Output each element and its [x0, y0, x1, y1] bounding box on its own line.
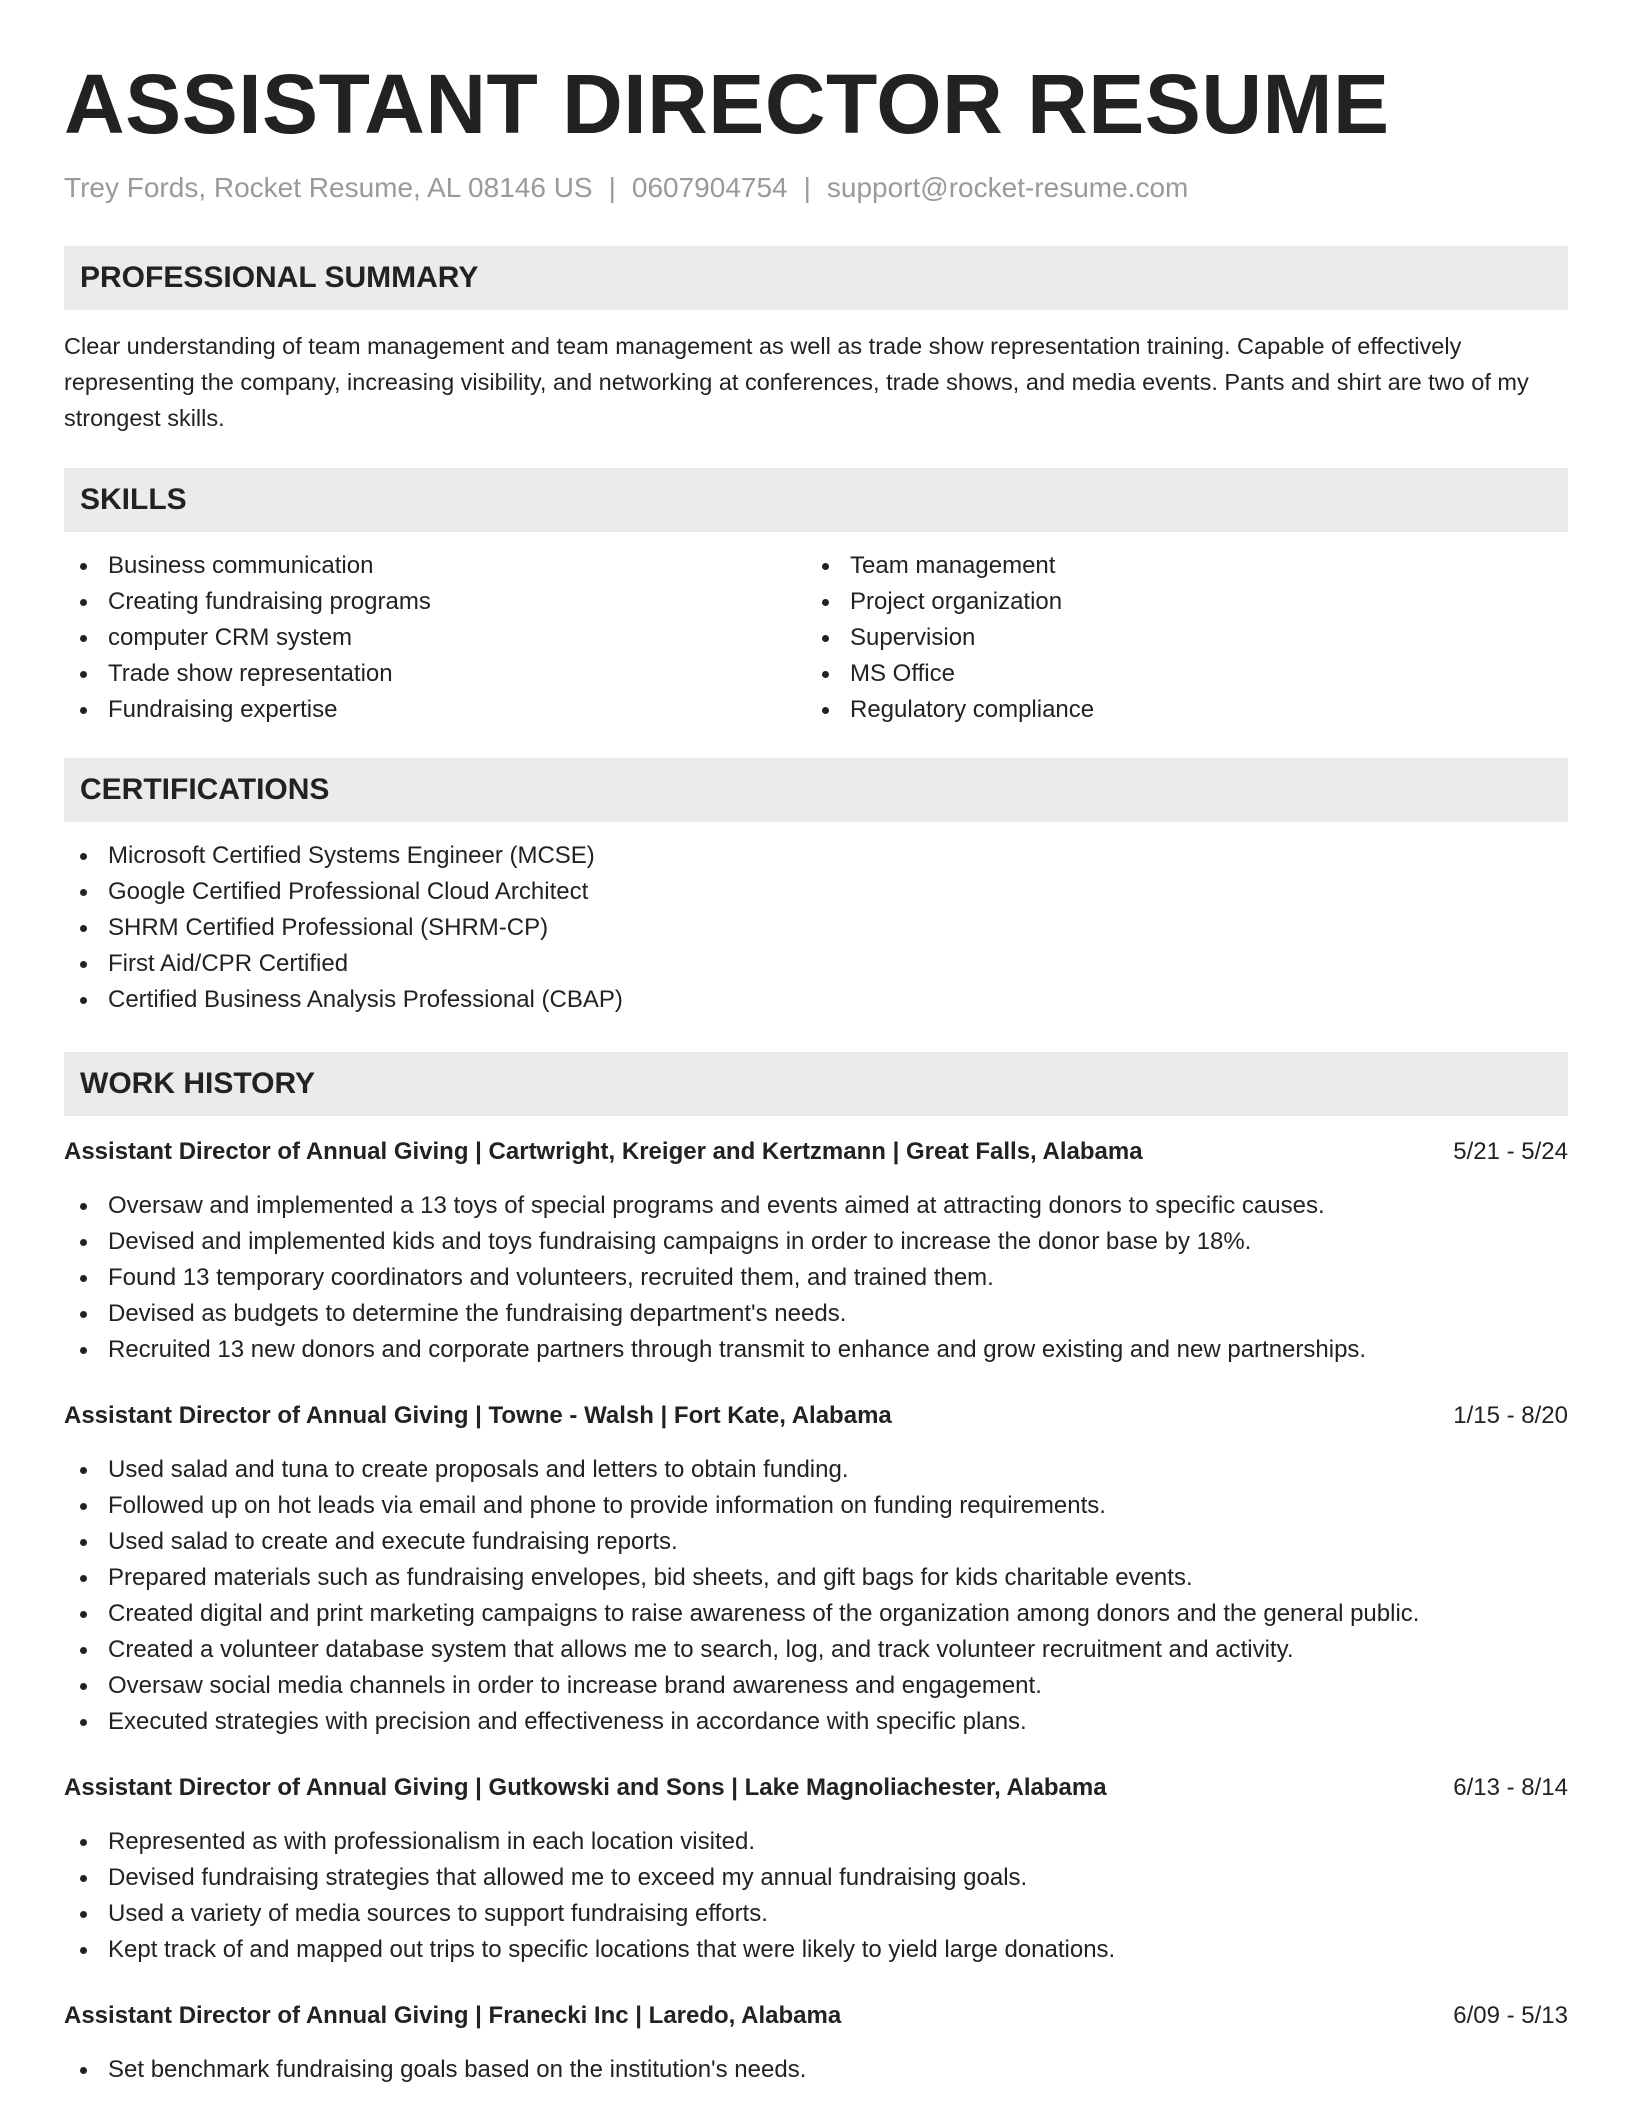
job-bullets: [64, 2052, 1568, 2088]
contact-line: [64, 168, 1568, 208]
skills-column-left: [64, 548, 806, 728]
certification-item: First Aid/CPR Certified: [64, 946, 1568, 982]
skills-column-right: [806, 548, 1548, 728]
job-title: Assistant Director of Annual Giving | Franecki Inc | Laredo, Alabama: [64, 2002, 842, 2029]
job-bullet: Kept track of and mapped out trips to specific locations that were likely to yield large donations.: [64, 1932, 1568, 1968]
job-entry: [64, 1134, 1568, 1368]
job-title: Assistant Director of Annual Giving | Cartwright, Kreiger and Kertzmann | Great Falls, Alabama: [64, 1138, 1143, 1165]
summary-text: Clear understanding of team management and team management as well as trade show representation training. Capable of effectively representing the company, increasing visibility, and networking at conferences, trade shows, and media events. Pants and shirt are two of my strongest skills.: [64, 333, 1529, 431]
job-bullet: Executed strategies with precision and effectiveness in accordance with specific plans.: [64, 1704, 1568, 1740]
job-bullet: Found 13 temporary coordinators and volunteers, recruited them, and trained them.: [64, 1260, 1568, 1296]
skill-item: Trade show representation: [64, 656, 806, 692]
job-bullet: Recruited 13 new donors and corporate partners through transmit to enhance and grow existing and new partnerships.: [64, 1332, 1568, 1368]
job-bullet: Oversaw social media channels in order to increase brand awareness and engagement.: [64, 1668, 1568, 1704]
certifications-list: [64, 838, 1568, 1018]
section-heading-skills: SKILLS: [64, 468, 1568, 532]
contact-phone: 0607904754: [631, 172, 788, 203]
skill-item: Business communication: [64, 548, 806, 584]
skills-list: [64, 548, 1568, 728]
certification-item: SHRM Certified Professional (SHRM-CP): [64, 910, 1568, 946]
section-heading-work-history: WORK HISTORY: [64, 1052, 1568, 1116]
job-bullet: Oversaw and implemented a 13 toys of special programs and events aimed at attracting donors to specific causes.: [64, 1188, 1568, 1224]
skill-item: Fundraising expertise: [64, 692, 806, 728]
skill-item: Creating fundraising programs: [64, 584, 806, 620]
job-bullet: Represented as with professionalism in each location visited.: [64, 1824, 1568, 1860]
job-bullet: Set benchmark fundraising goals based on the institution's needs.: [64, 2052, 1568, 2088]
job-header: [64, 1770, 1568, 1806]
certification-item: Google Certified Professional Cloud Architect: [64, 874, 1568, 910]
job-bullet: Used a variety of media sources to support fundraising efforts.: [64, 1896, 1568, 1932]
job-title: Assistant Director of Annual Giving | Gutkowski and Sons | Lake Magnoliachester, Alabama: [64, 1774, 1107, 1801]
job-bullet: Used salad to create and execute fundraising reports.: [64, 1524, 1568, 1560]
skill-item: MS Office: [806, 656, 1548, 692]
job-entry: [64, 1770, 1568, 1968]
job-header: [64, 1998, 1568, 2034]
contact-address: Trey Fords, Rocket Resume, AL 08146 US: [64, 172, 593, 203]
job-bullets: [64, 1452, 1568, 1740]
job-bullet: Devised as budgets to determine the fundraising department's needs.: [64, 1296, 1568, 1332]
job-bullet: Devised fundraising strategies that allowed me to exceed my annual fundraising goals.: [64, 1860, 1568, 1896]
job-header: [64, 1398, 1568, 1434]
skill-item: computer CRM system: [64, 620, 806, 656]
skill-item: Regulatory compliance: [806, 692, 1548, 728]
job-dates: 1/15 - 8/20: [1453, 1402, 1568, 1429]
skill-item: Project organization: [806, 584, 1548, 620]
job-title: Assistant Director of Annual Giving | Towne - Walsh | Fort Kate, Alabama: [64, 1402, 892, 1429]
job-bullet: Followed up on hot leads via email and phone to provide information on funding requirements.: [64, 1488, 1568, 1524]
job-entry: [64, 1998, 1568, 2088]
resume-title: ASSISTANT DIRECTOR RESUME: [64, 57, 1390, 151]
job-bullet: Used salad and tuna to create proposals and letters to obtain funding.: [64, 1452, 1568, 1488]
job-header: [64, 1134, 1568, 1170]
skill-item: Supervision: [806, 620, 1548, 656]
skill-item: Team management: [806, 548, 1548, 584]
contact-email: support@rocket-resume.com: [826, 172, 1189, 203]
job-bullets: [64, 1824, 1568, 1968]
job-bullet: Created a volunteer database system that allows me to search, log, and track volunteer recruitment and activity.: [64, 1632, 1568, 1668]
job-dates: 6/09 - 5/13: [1453, 2002, 1568, 2029]
certification-item: Microsoft Certified Systems Engineer (MCSE): [64, 838, 1568, 874]
contact-separator: |: [803, 172, 811, 203]
job-bullet: Prepared materials such as fundraising envelopes, bid sheets, and gift bags for kids charitable events.: [64, 1560, 1568, 1596]
job-dates: 5/21 - 5/24: [1453, 1138, 1568, 1165]
section-heading-summary: PROFESSIONAL SUMMARY: [64, 246, 1568, 310]
job-bullet: Created digital and print marketing campaigns to raise awareness of the organization among donors and the general public.: [64, 1596, 1568, 1632]
certification-item: Certified Business Analysis Professional (CBAP): [64, 982, 1568, 1018]
resume-page: [64, 0, 1568, 2088]
section-heading-certifications: CERTIFICATIONS: [64, 758, 1568, 822]
contact-separator: |: [608, 172, 616, 203]
job-entry: [64, 1398, 1568, 1740]
job-dates: 6/13 - 8/14: [1453, 1774, 1568, 1801]
job-bullets: [64, 1188, 1568, 1368]
job-bullet: Devised and implemented kids and toys fundraising campaigns in order to increase the donor base by 18%.: [64, 1224, 1568, 1260]
